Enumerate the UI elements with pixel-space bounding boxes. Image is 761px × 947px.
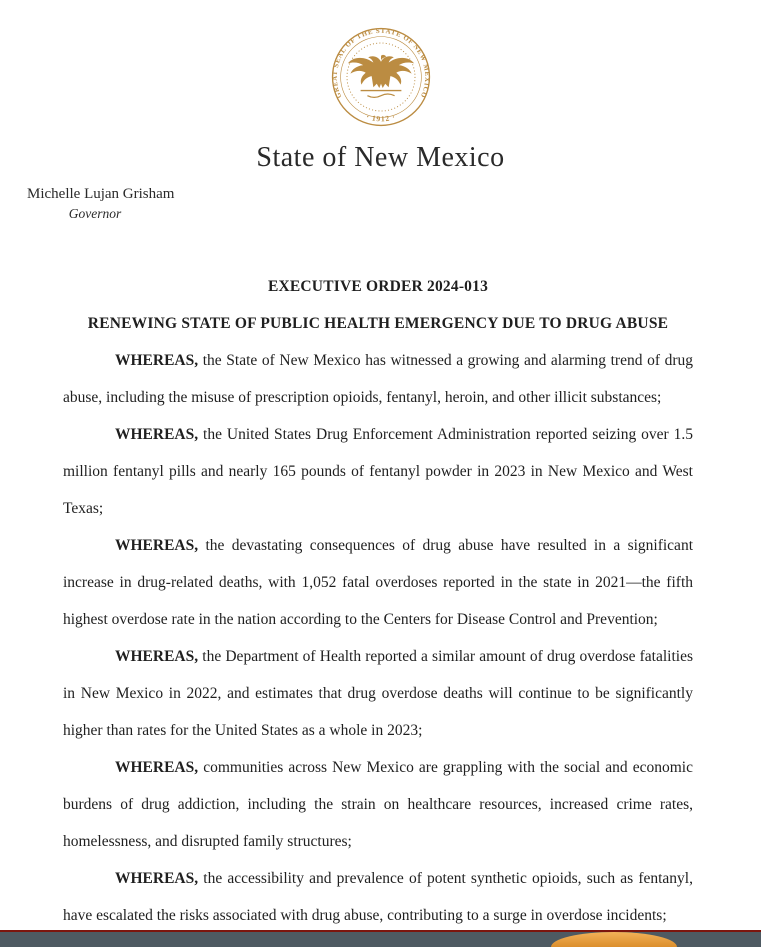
- document-body: [63, 268, 693, 934]
- whereas-text: the Department of Health reported a similar amount of drug overdose fatalities in New Mexico in 2022, and estimates that drug overdose deaths will continue to be significantly higher than rates for the United States as a whole in 2023;: [63, 648, 693, 739]
- seal-ring-text: GREAT SEAL OF THE STATE OF NEW MEXICO: [331, 27, 430, 100]
- viewport-bottom-bar: [0, 930, 761, 947]
- whereas-text: the United States Drug Enforcement Administration reported seizing over 1.5 million fentanyl pills and nearly 165 pounds of fentanyl powder in 2023 in New Mexico and West Texas;: [63, 426, 693, 517]
- whereas-paragraph-2: [63, 416, 693, 527]
- governor-title: Governor: [68, 205, 122, 221]
- whereas-lead: WHEREAS,: [115, 759, 199, 776]
- whereas-paragraph-6: [63, 860, 693, 934]
- whereas-text: the State of New Mexico has witnessed a growing and alarming trend of drug abuse, including the misuse of prescription opioids, fentanyl, heroin, and other illicit substances;: [63, 352, 693, 406]
- whereas-text: the devastating consequences of drug abuse have resulted in a significant increase in drug-related deaths, with 1,052 fatal overdoses reported in the state in 2021—the fifth highest overdose rate in the nation according to the Centers for Disease Control and Prevention;: [63, 537, 693, 628]
- state-title: State of New Mexico: [256, 142, 505, 173]
- whereas-lead: WHEREAS,: [115, 426, 199, 443]
- governor-name: Michelle Lujan Grisham: [27, 186, 175, 202]
- whereas-paragraph-5: [63, 749, 693, 860]
- governor-block: [27, 185, 175, 222]
- seal-eagle-icon: [347, 55, 413, 98]
- whereas-paragraph-1: [63, 342, 693, 416]
- letterhead: [0, 0, 761, 172]
- order-title: RENEWING STATE OF PUBLIC HEALTH EMERGENCY DUE TO DRUG ABUSE: [87, 315, 669, 332]
- whereas-lead: WHEREAS,: [115, 537, 199, 554]
- new-mexico-state-seal-icon: [330, 24, 432, 130]
- whereas-text: communities across New Mexico are grappling with the social and economic burdens of drug addiction, including the strain on healthcare resources, increased crime rates, homelessness, and disrupted family structures;: [63, 759, 693, 850]
- svg-text:· 1912 ·: [365, 112, 397, 123]
- whereas-lead: WHEREAS,: [115, 352, 199, 369]
- whereas-text: the accessibility and prevalence of potent synthetic opioids, such as fentanyl, have escalated the risks associated with drug abuse, contributing to a surge in overdose incidents;: [63, 870, 693, 924]
- whereas-paragraph-4: [63, 638, 693, 749]
- whereas-paragraph-3: [63, 527, 693, 638]
- whereas-lead: WHEREAS,: [115, 870, 199, 887]
- order-number: EXECUTIVE ORDER 2024-013: [267, 278, 489, 295]
- whereas-lead: WHEREAS,: [115, 648, 199, 665]
- seal-year-text: · 1912 ·: [364, 112, 397, 124]
- sun-dome-icon: [551, 932, 677, 947]
